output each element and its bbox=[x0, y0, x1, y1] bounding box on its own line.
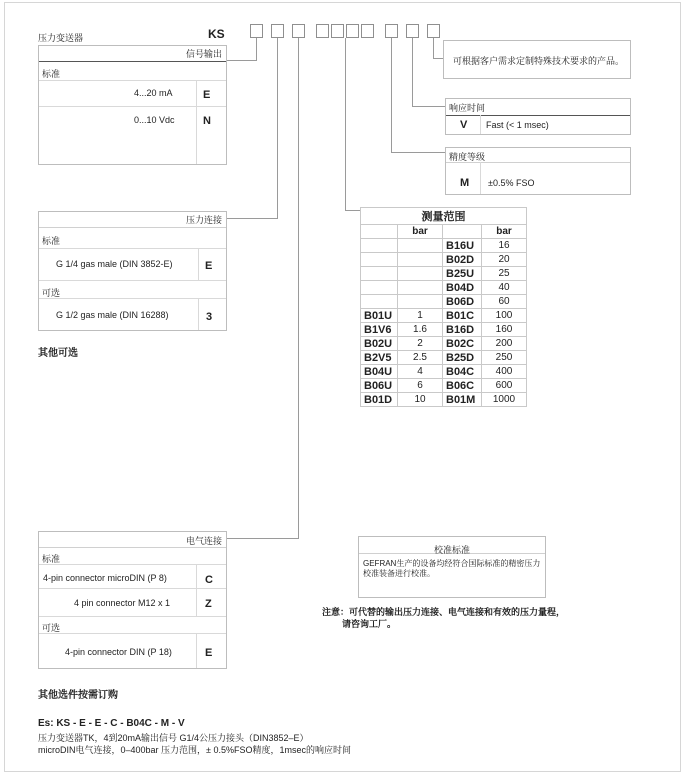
range-row bbox=[361, 351, 527, 365]
calibration-box bbox=[358, 536, 546, 598]
other-on-request-heading: 其他选件按需订购 bbox=[38, 690, 118, 701]
pressure-optional-label: 可选 bbox=[42, 288, 61, 298]
range-value-left: 10 bbox=[398, 393, 443, 407]
response-time-header: 响应时间 bbox=[449, 103, 486, 113]
range-row bbox=[361, 365, 527, 379]
range-code-left: B1V6 bbox=[361, 323, 398, 337]
note-line-2: 请咨询工厂。 bbox=[342, 619, 397, 629]
range-code-right: B25U bbox=[443, 267, 482, 281]
electrical-optional-label: 可选 bbox=[42, 623, 61, 633]
range-code-right: B01C bbox=[443, 309, 482, 323]
electrical-standard-desc: 4 pin connector M12 x 1 bbox=[74, 598, 171, 608]
electrical-header: 电气连接 bbox=[185, 536, 222, 546]
example-code: Es: KS - E - E - C - B04C - M - V bbox=[38, 718, 185, 729]
range-code-right: B02D bbox=[443, 253, 482, 267]
range-row bbox=[361, 281, 527, 295]
range-code-right: B16U bbox=[443, 239, 482, 253]
calibration-header: 校准标准 bbox=[433, 545, 470, 555]
range-value-right: 25 bbox=[482, 267, 527, 281]
range-value-left: 2 bbox=[398, 337, 443, 351]
range-value-left: 4 bbox=[398, 365, 443, 379]
range-value-right: 400 bbox=[482, 365, 527, 379]
output-signal-header: 信号输出 bbox=[185, 49, 222, 59]
output-standard-label: 标准 bbox=[42, 69, 61, 79]
accuracy-desc: ±0.5% FSO bbox=[488, 178, 535, 188]
range-value-right: 100 bbox=[482, 309, 527, 323]
pressure-connection-box bbox=[38, 211, 227, 331]
range-value-left: 1 bbox=[398, 309, 443, 323]
range-value-right: 60 bbox=[482, 295, 527, 309]
range-row bbox=[361, 323, 527, 337]
code-slot-pressure-connection bbox=[271, 24, 284, 38]
range-code-left bbox=[361, 253, 398, 267]
range-code-left bbox=[361, 295, 398, 309]
range-code-left: B06U bbox=[361, 379, 398, 393]
range-row bbox=[361, 379, 527, 393]
other-options-heading: 其他可选 bbox=[38, 348, 78, 359]
range-unit-left: bar bbox=[398, 225, 443, 239]
code-slot-accuracy bbox=[385, 24, 398, 38]
code-slot-range-4 bbox=[361, 24, 374, 38]
range-code-left: B01U bbox=[361, 309, 398, 323]
pressure-standard-desc: G 1/4 gas male (DIN 3852-E) bbox=[56, 259, 173, 269]
range-value-right: 16 bbox=[482, 239, 527, 253]
range-code-left: B2V5 bbox=[361, 351, 398, 365]
range-unit-right: bar bbox=[482, 225, 527, 239]
electrical-optional-desc: 4-pin connector DIN (P 18) bbox=[65, 647, 172, 657]
code-slot-response bbox=[406, 24, 419, 38]
code-slot-custom bbox=[427, 24, 440, 38]
calibration-text: GEFRAN生产的设备均经符合国际标准的精密压力校准装备进行校准。 bbox=[363, 559, 541, 578]
example-line-1: 压力变送器TK，4到20mA输出信号 G1/4公压力接头（DIN3852–E） bbox=[38, 733, 309, 743]
accuracy-box bbox=[445, 147, 631, 195]
range-code-left bbox=[361, 239, 398, 253]
electrical-standard-desc: 4-pin connector microDIN (P 8) bbox=[43, 573, 167, 583]
custom-note-box bbox=[443, 40, 631, 79]
range-value-right: 160 bbox=[482, 323, 527, 337]
range-row bbox=[361, 253, 527, 267]
response-time-code: V bbox=[460, 119, 468, 131]
range-value-left bbox=[398, 239, 443, 253]
pressure-optional-desc: G 1/2 gas male (DIN 16288) bbox=[56, 310, 169, 320]
range-value-right: 600 bbox=[482, 379, 527, 393]
range-row bbox=[361, 393, 527, 407]
electrical-standard-code: C bbox=[205, 574, 213, 586]
range-value-left bbox=[398, 253, 443, 267]
product-title: 压力变送器 bbox=[38, 33, 84, 43]
range-row bbox=[361, 239, 527, 253]
pressure-connection-header: 压力连接 bbox=[185, 215, 222, 225]
note-line-1: 注意：可代替的输出压力连接、电气连接和有效的压力量程， bbox=[322, 607, 566, 617]
range-value-right: 250 bbox=[482, 351, 527, 365]
example-line-2: microDIN电气连接，0–400bar 压力范围，± 0.5%FSO精度，1msec的响应时间 bbox=[38, 745, 351, 755]
range-value-right: 40 bbox=[482, 281, 527, 295]
range-code-left bbox=[361, 267, 398, 281]
range-code-right: B25D bbox=[443, 351, 482, 365]
range-row bbox=[361, 309, 527, 323]
range-value-left bbox=[398, 281, 443, 295]
range-table bbox=[360, 207, 527, 407]
range-code-left bbox=[361, 281, 398, 295]
range-value-left: 2.5 bbox=[398, 351, 443, 365]
range-code-left: B01D bbox=[361, 393, 398, 407]
electrical-optional-code: E bbox=[205, 647, 213, 659]
accuracy-code: M bbox=[460, 177, 470, 189]
range-code-right: B06D bbox=[443, 295, 482, 309]
custom-note-text: 可根据客户需求定制特殊技术要求的产品。 bbox=[453, 56, 625, 66]
code-slot-range-3 bbox=[346, 24, 359, 38]
code-slot-output bbox=[250, 24, 263, 38]
range-code-left: B02U bbox=[361, 337, 398, 351]
output-option-code: E bbox=[203, 89, 211, 101]
range-code-right: B04C bbox=[443, 365, 482, 379]
output-signal-box bbox=[38, 45, 227, 165]
range-value-right: 20 bbox=[482, 253, 527, 267]
code-slot-range-2 bbox=[331, 24, 344, 38]
range-code-right: B06C bbox=[443, 379, 482, 393]
output-option-desc: 4...20 mA bbox=[134, 88, 173, 98]
range-row bbox=[361, 337, 527, 351]
range-code-left: B04U bbox=[361, 365, 398, 379]
range-row bbox=[361, 295, 527, 309]
range-code-right: B01M bbox=[443, 393, 482, 407]
response-time-box bbox=[445, 98, 631, 135]
range-code-right: B04D bbox=[443, 281, 482, 295]
electrical-standard-label: 标准 bbox=[42, 554, 61, 564]
range-value-right: 200 bbox=[482, 337, 527, 351]
pressure-standard-code: E bbox=[205, 260, 213, 272]
output-option-desc: 0...10 Vdc bbox=[134, 115, 175, 125]
range-value-left bbox=[398, 267, 443, 281]
range-code-right: B02C bbox=[443, 337, 482, 351]
accuracy-header: 精度等级 bbox=[449, 152, 486, 162]
electrical-standard-code: Z bbox=[205, 598, 212, 610]
range-value-left: 6 bbox=[398, 379, 443, 393]
pressure-optional-code: 3 bbox=[206, 311, 213, 323]
range-value-left: 1.6 bbox=[398, 323, 443, 337]
output-option-code: N bbox=[203, 115, 211, 127]
range-code-right: B16D bbox=[443, 323, 482, 337]
code-slot-range-1 bbox=[316, 24, 329, 38]
model-prefix: KS bbox=[208, 27, 225, 41]
range-row bbox=[361, 267, 527, 281]
range-value-left bbox=[398, 295, 443, 309]
range-value-right: 1000 bbox=[482, 393, 527, 407]
range-table-container bbox=[360, 207, 527, 407]
response-time-desc: Fast (< 1 msec) bbox=[486, 120, 549, 130]
code-slot-electrical bbox=[292, 24, 305, 38]
pressure-standard-label: 标准 bbox=[42, 236, 61, 246]
range-table-title: 测量范围 bbox=[361, 208, 527, 225]
electrical-connection-box bbox=[38, 531, 227, 669]
